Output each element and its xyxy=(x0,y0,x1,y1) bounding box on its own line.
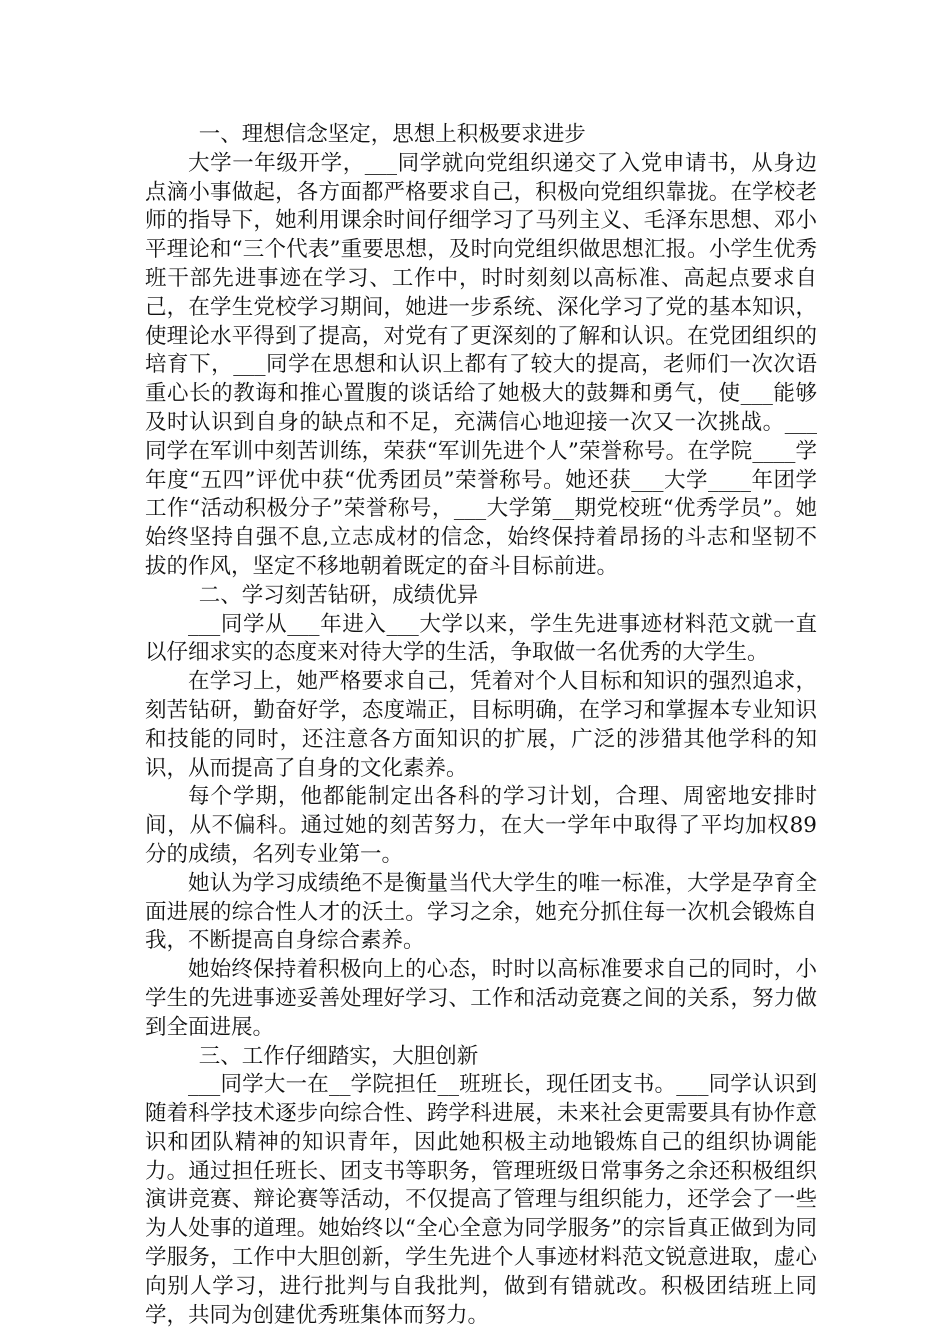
section-2-paragraph-3: 每个学期，他都能制定出各科的学习计划，合理、周密地安排时间，从不偏科。通过她的刻苦努力，在大一学年中取得了平均加权89分的成绩，名列专业第一。 xyxy=(145,784,817,867)
section-2-paragraph-1: ___同学从___年进入___大学以来，学生先进事迹材料范文就一直以仔细求实的态度来对待大学的生活，争取做一名优秀的大学生。 xyxy=(145,611,817,666)
section-1-heading: 一、理想信念坚定，思想上积极要求进步 xyxy=(198,122,586,147)
section-2-paragraph-4: 她认为学习成绩绝不是衡量当代大学生的唯一标准，大学是孕育全面进展的综合性人才的沃土。学习之余，她充分抓住每一次机会锻炼自我，不断提高自身综合素养。 xyxy=(145,870,817,954)
section-2-paragraph-5: 她始终保持着积极向上的心态，时时以高标准要求自己的同时，小学生的先进事迹妥善处理好学习、工作和活动竞赛之间的关系，努力做到全面进展。 xyxy=(145,957,817,1040)
section-3-heading: 三、工作仔细踏实，大胆创新 xyxy=(198,1043,479,1069)
section-3-paragraph-1: ___同学大一在__学院担任__班班长，现任团支书。___同学认识到随着科学技术逐步向综合性、跨学科进展，未来社会更需要具有协作意识和团队精神的知识青年，因此她积极主动地锻炼自己的组织协调能力。通过担任班长、团支书等职务，管理班级日常事务之余还积极组织演讲竞赛、辩论赛等活动，不仅提高了管理与组织能力，还学会了一些为人处事的道理。她始终以“全心全意为同学服务”的宗旨真正做到为同学服务，工作中大胆创新，学生先进个人事迹材料范文锐意进取，虚心向别人学习，进行批判与自我批判，做到有错就改。积极团结班上同学，共同为创建优秀班集体而努力。 xyxy=(145,1072,817,1328)
section-1-paragraph-1: 大学一年级开学，___同学就向党组织递交了入党申请书，从身边点滴小事做起，各方面都严格要求自己，积极向党组织靠拢。在学校老师的指导下，她利用课余时间仔细学习了马列主义、毛泽东思想、邓小平理论和“三个代表”重要思想，及时向党组织做思想汇报。小学生优秀班干部先进事迹在学习、工作中，时时刻刻以高标准、高起点要求自己，在学生党校学习期间，她进一步系统、深化学习了党的基本知识，使理论水平得到了提高，对党有了更深刻的了解和认识。在党团组织的培育下，___同学在思想和认识上都有了较大的提高，老师们一次次语重心长的教诲和推心置腹的谈话给了她极大的鼓舞和勇气，使___能够及时认识到自身的缺点和不足，充满信心地迎接一次又一次挑战。___同学在军训中刻苦训练，荣获“军训先进个人”荣誉称号。在学院____学年度“五四”评优中获“优秀团员”荣誉称号。她还获___大学____年团学工作“活动积极分子”荣誉称号，___大学第__期党校班“优秀学员”。她始终坚持自强不息,立志成材的信念，始终保持着昂扬的斗志和坚韧不拔的作风，坚定不移地朝着既定的奋斗目标前进。 xyxy=(145,150,817,579)
section-2-paragraph-2: 在学习上，她严格要求自己，凭着对个人目标和知识的强烈追求，刻苦钻研，勤奋好学，态度端正，目标明确，在学习和掌握本专业知识和技能的同时，还注意各方面知识的扩展，广泛的涉猎其他学科的知识，从而提高了自身的文化素养。 xyxy=(145,669,817,781)
document-body xyxy=(145,121,817,1330)
section-2-heading: 二、学习刻苦钻研，成绩优异 xyxy=(198,582,479,608)
